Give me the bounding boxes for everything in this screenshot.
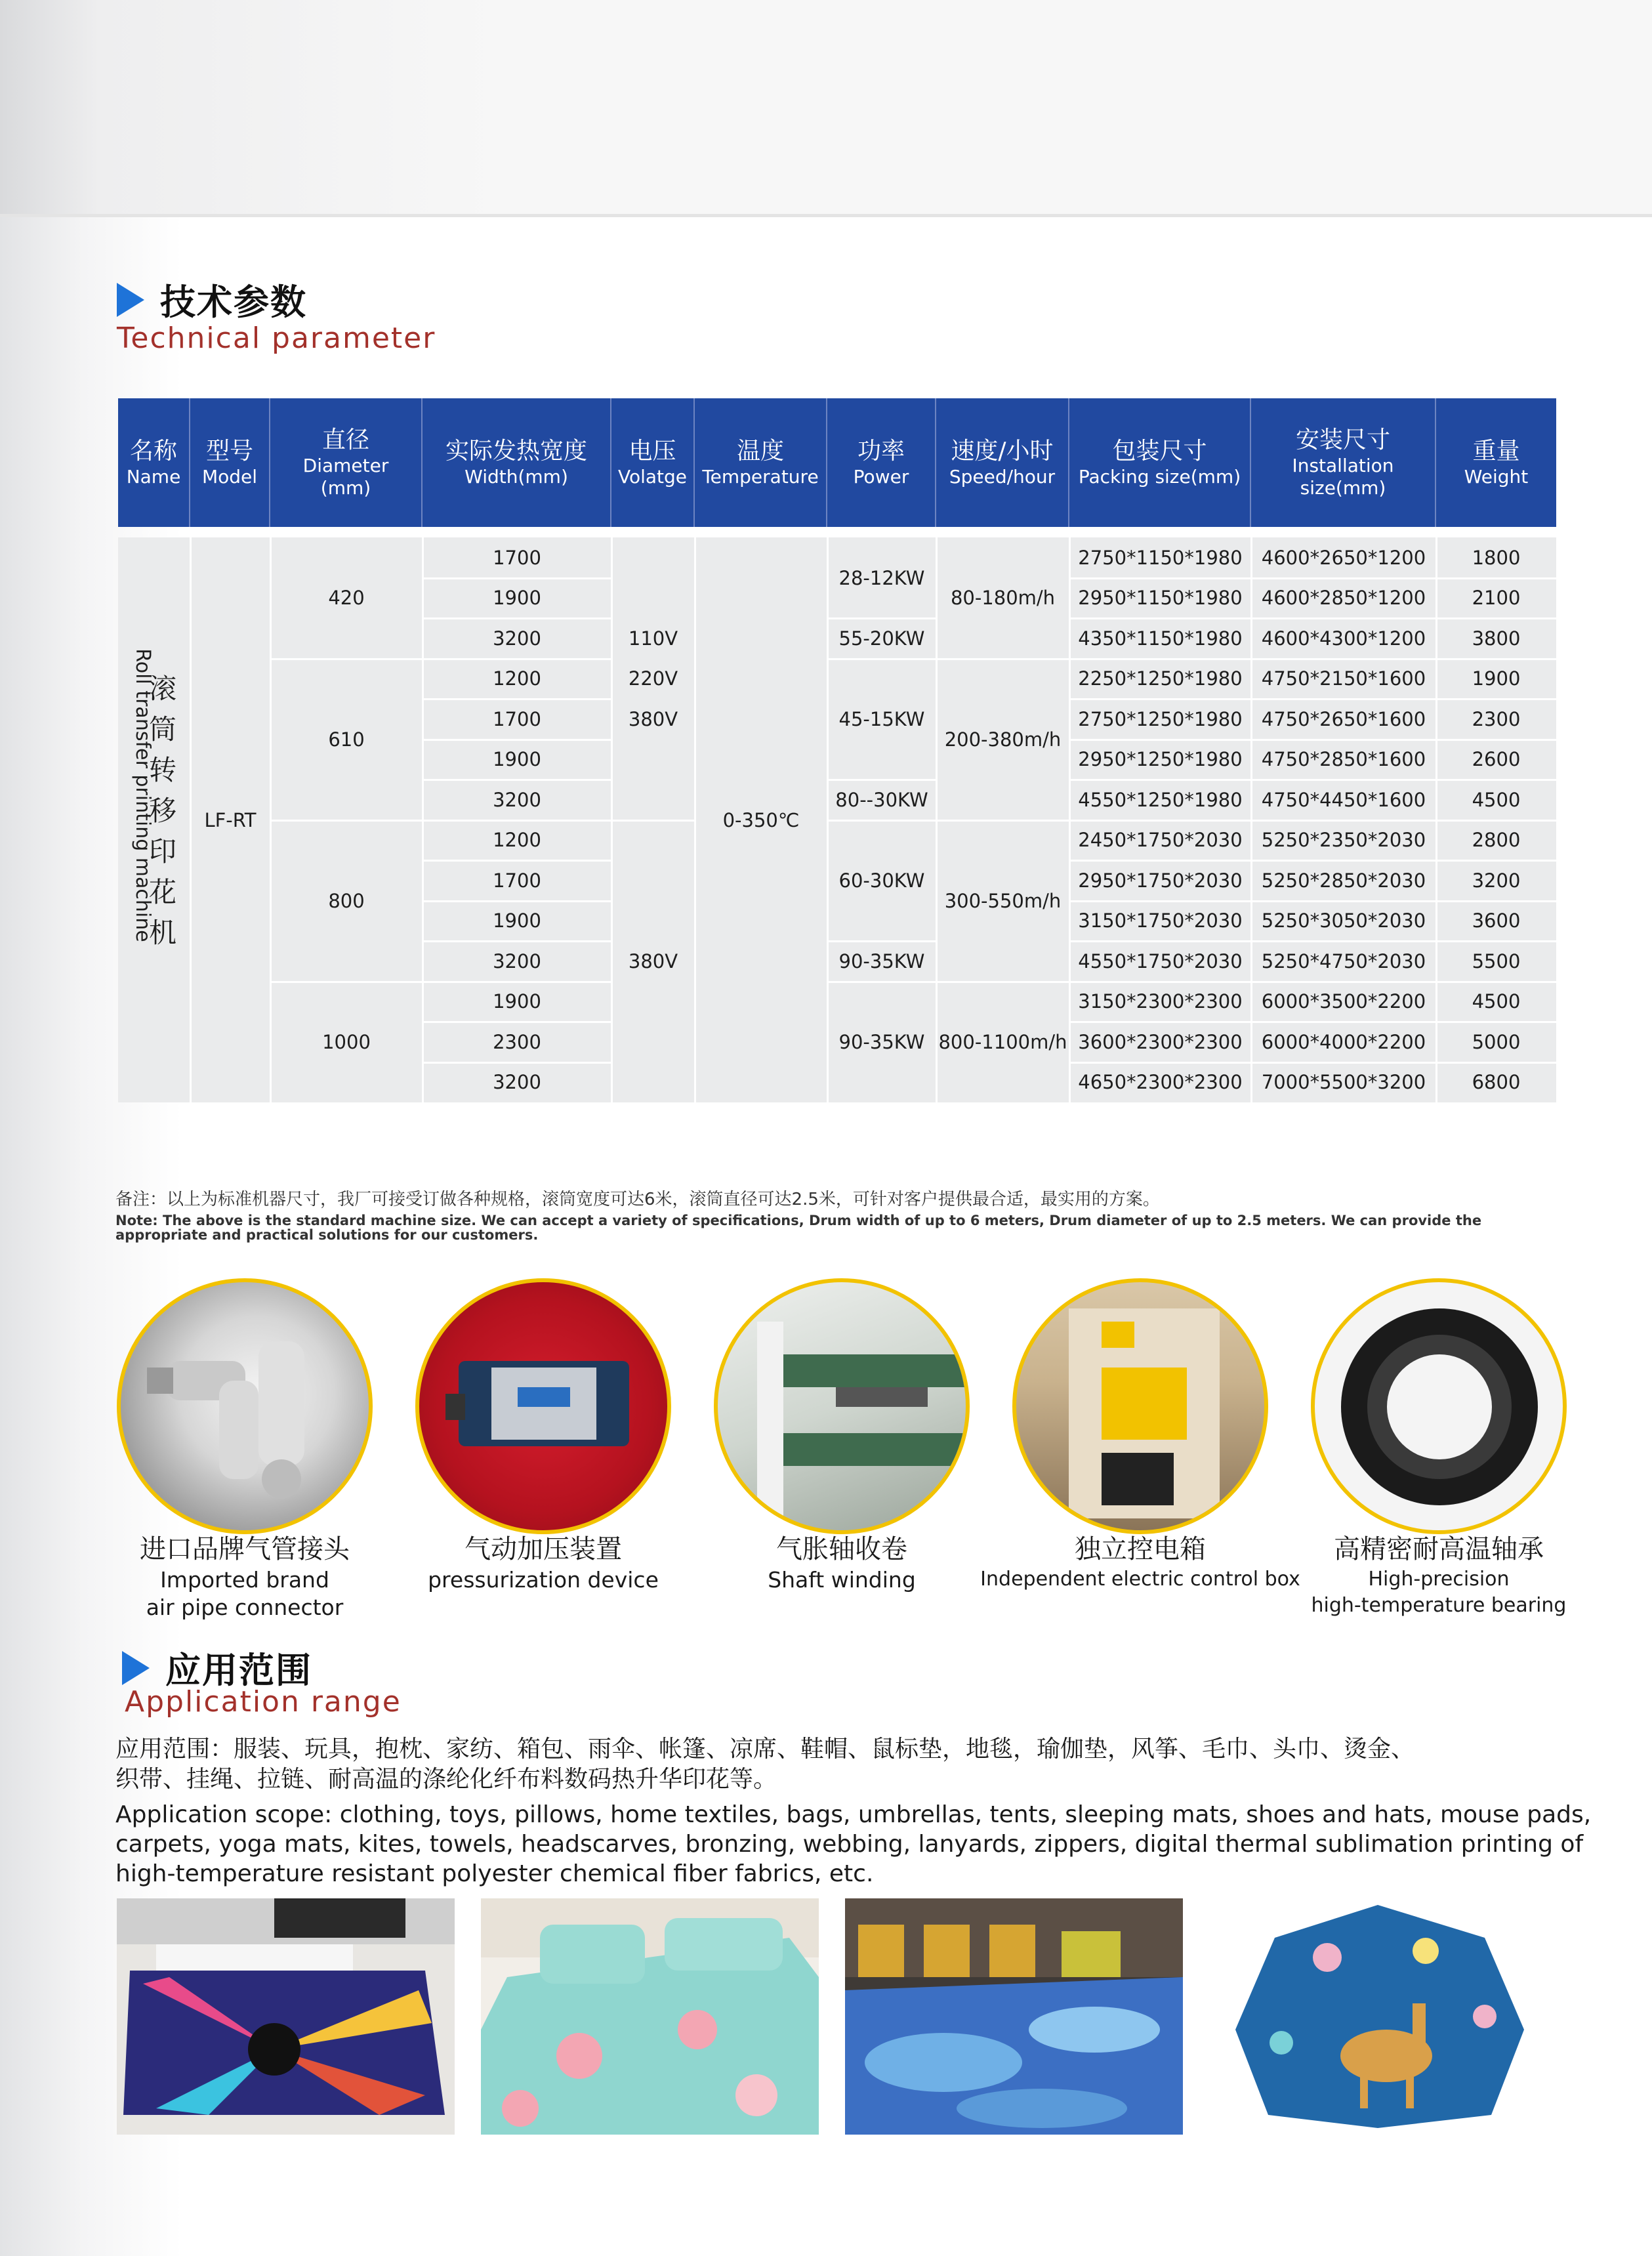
part-caption-2: 气动加压装置 pressurization device xyxy=(428,1534,659,1593)
width-value: 1700 xyxy=(493,546,541,569)
installation-size-value: 6000*4000*2200 xyxy=(1261,1030,1426,1053)
weight-value: 2300 xyxy=(1472,707,1521,730)
packing-size-value: 2950*1250*1980 xyxy=(1078,748,1243,771)
width-value: 1900 xyxy=(493,909,541,932)
application-cn-line-2: 织带、挂绳、拉链、耐高温的涤纶化纤布料数码热升华印花等。 xyxy=(115,1766,777,1793)
header-installation-size xyxy=(1251,398,1436,527)
header-label-en: Packing size(mm) xyxy=(1078,466,1241,488)
voltage-value: 380V xyxy=(628,707,678,730)
packing-size-value: 4550*1250*1980 xyxy=(1078,788,1243,811)
power-value: 55-20KW xyxy=(838,627,925,650)
diameter-value: 800 xyxy=(328,889,365,912)
carpet-image xyxy=(845,1898,1183,2135)
part-caption-3: 气胀轴收卷 Shaft winding xyxy=(768,1534,916,1593)
weight-value: 4500 xyxy=(1472,990,1521,1013)
mouse-pad-image xyxy=(117,1898,455,2135)
header-label-cn: 功率 xyxy=(857,438,905,465)
application-en-line-1: Application scope: clothing, toys, pillows, home textiles, bags, umbrellas, tents, sleeping mats, shoes and hats, mouse pads, xyxy=(115,1801,1592,1828)
header-label-cn: 电压 xyxy=(629,438,676,465)
header-label-en: Power xyxy=(853,466,909,488)
header-label-unit: (mm) xyxy=(320,477,371,499)
installation-size-value: 5250*4750*2030 xyxy=(1261,950,1426,972)
header-model xyxy=(190,398,270,527)
top-band xyxy=(0,0,1652,217)
weight-value: 3600 xyxy=(1472,909,1521,932)
packing-size-value: 3150*1750*2030 xyxy=(1078,909,1243,932)
packing-size-value: 3600*2300*2300 xyxy=(1078,1030,1243,1053)
voltage-value: 110V xyxy=(628,627,678,650)
header-label-cn: 安装尺寸 xyxy=(1295,427,1390,453)
triangle-icon xyxy=(122,1651,150,1685)
installation-size-value: 4600*2650*1200 xyxy=(1261,546,1426,569)
weight-value: 1800 xyxy=(1472,546,1521,569)
installation-size-value: 4600*4300*1200 xyxy=(1261,627,1426,650)
width-value: 1200 xyxy=(493,667,541,690)
part-photo-bearing xyxy=(1311,1278,1567,1534)
packing-size-value: 4550*1750*2030 xyxy=(1078,950,1243,972)
section2-title-cn: 应用范围 xyxy=(165,1650,312,1691)
row-divider xyxy=(611,820,695,822)
spec-table xyxy=(118,398,1556,1102)
diameter-value: 610 xyxy=(328,728,365,751)
header-label-cn: 速度/小时 xyxy=(951,438,1054,465)
width-value: 1900 xyxy=(493,990,541,1013)
header-speed xyxy=(936,398,1069,527)
umbrella-image xyxy=(1209,1898,1547,2135)
header-label-en: Temperature xyxy=(702,466,819,488)
photo-carpet xyxy=(845,1898,1183,2135)
connector-icon xyxy=(121,1282,370,1532)
width-value: 3200 xyxy=(493,1071,541,1094)
header-label-cn: 实际发热宽度 xyxy=(445,438,587,465)
machine-name-en: Roll transfer printing machine xyxy=(131,648,154,942)
packing-size-value: 2950*1750*2030 xyxy=(1078,869,1243,892)
header-label-cn: 直径 xyxy=(321,427,369,453)
control-box-icon xyxy=(1016,1282,1266,1532)
installation-size-value: 4750*4450*1600 xyxy=(1261,788,1426,811)
header-label-en: Installation size(mm) xyxy=(1292,455,1394,499)
note-cn: 备注：以上为标准机器尺寸，我厂可接受订做各种规格，滚筒宽度可达6米，滚筒直径可达2.5米，可针对客户提供最合适，最实用的方案。 xyxy=(115,1190,1160,1209)
weight-value: 2100 xyxy=(1472,587,1521,610)
width-value: 1200 xyxy=(493,829,541,852)
power-value: 80--30KW xyxy=(835,788,928,811)
application-cn-line-1: 应用范围：服装、玩具，抱枕、家纺、箱包、雨伞、帐篷、凉席、鞋帽、鼠标垫，地毯，瑜伽垫，风筝、毛巾、头巾、烫金、 xyxy=(115,1736,1415,1763)
width-value: 1900 xyxy=(493,587,541,610)
packing-size-value: 3150*2300*2300 xyxy=(1078,990,1243,1013)
speed-value: 80-180m/h xyxy=(950,587,1056,610)
bedding-image xyxy=(481,1898,819,2135)
power-value: 90-35KW xyxy=(838,1030,925,1053)
width-value: 3200 xyxy=(493,627,541,650)
header-label-en: Speed/hour xyxy=(949,466,1056,488)
header-label-cn: 包装尺寸 xyxy=(1112,438,1207,465)
header-label-cn: 名称 xyxy=(129,438,177,465)
packing-size-value: 2750*1250*1980 xyxy=(1078,707,1243,730)
installation-size-value: 4750*2150*1600 xyxy=(1261,667,1426,690)
voltage-value: 220V xyxy=(628,667,678,690)
machine-name-cn: 滚 筒 转 移 印 花 机 xyxy=(148,673,176,949)
shaft-icon xyxy=(718,1282,967,1532)
installation-size-value: 4750*2650*1600 xyxy=(1261,707,1426,730)
section2-title-en: Application range xyxy=(125,1685,402,1719)
photo-bedding xyxy=(481,1898,819,2135)
weight-value: 6800 xyxy=(1472,1071,1521,1094)
packing-size-value: 2750*1150*1980 xyxy=(1078,546,1243,569)
installation-size-value: 4750*2850*1600 xyxy=(1261,748,1426,771)
header-name xyxy=(118,398,190,527)
voltage-value: 380V xyxy=(628,950,678,972)
packing-size-value: 2450*1750*2030 xyxy=(1078,829,1243,852)
table-header xyxy=(118,398,1556,527)
weight-value: 2800 xyxy=(1472,829,1521,852)
weight-value: 5500 xyxy=(1472,950,1521,972)
header-voltage xyxy=(611,398,695,527)
cylinder-icon xyxy=(419,1282,669,1532)
width-value: 1700 xyxy=(493,707,541,730)
header-label-cn: 温度 xyxy=(736,438,784,465)
part-caption-4: 独立控电箱 Independent electric control box xyxy=(980,1534,1300,1591)
packing-size-value: 4350*1150*1980 xyxy=(1078,627,1243,650)
temperature-value: 0-350℃ xyxy=(722,808,800,831)
section-title-en: Technical parameter xyxy=(117,322,436,355)
header-temperature xyxy=(695,398,827,527)
header-weight xyxy=(1436,398,1556,527)
header-label-en: Name xyxy=(126,466,181,488)
installation-size-value: 5250*2850*2030 xyxy=(1261,869,1426,892)
bearing-icon xyxy=(1315,1282,1564,1532)
weight-value: 1900 xyxy=(1472,667,1521,690)
width-value: 1700 xyxy=(493,869,541,892)
photo-umbrella xyxy=(1209,1898,1547,2135)
part-caption-1: 进口品牌气管接头 Imported brand air pipe connector xyxy=(140,1534,350,1620)
application-en-line-2: carpets, yoga mats, kites, towels, headscarves, bronzing, webbing, lanyards, zippers, digital thermal sublimation printing of xyxy=(115,1831,1584,1858)
header-label-cn: 重量 xyxy=(1472,438,1520,465)
speed-value: 800-1100m/h xyxy=(938,1030,1067,1053)
header-power xyxy=(827,398,936,527)
diameter-value: 420 xyxy=(328,587,365,610)
power-value: 45-15KW xyxy=(838,707,925,730)
part-caption-5: 高精密耐高温轴承 High-precision high-temperature bearing xyxy=(1311,1534,1567,1617)
installation-size-value: 5250*2350*2030 xyxy=(1261,829,1426,852)
width-value: 3200 xyxy=(493,950,541,972)
installation-size-value: 7000*5500*3200 xyxy=(1261,1071,1426,1094)
note-en: Note: The above is the standard machine size. We can accept a variety of specifications, Drum width of up to 6 meters, Drum diameter of up to 2.5 meters. We can provide the appropriate and practical solutions for our customers. xyxy=(115,1213,1482,1243)
width-value: 1900 xyxy=(493,748,541,771)
power-value: 28-12KW xyxy=(838,566,925,589)
packing-size-value: 2250*1250*1980 xyxy=(1078,667,1243,690)
weight-value: 4500 xyxy=(1472,788,1521,811)
header-label-en: Model xyxy=(201,466,258,488)
application-en-line-3: high-temperature resistant polyester chemical fiber fabrics, etc. xyxy=(115,1860,874,1887)
header-label-en: Width(mm) xyxy=(465,466,568,488)
header-label-en: Diameter xyxy=(302,455,389,476)
photo-mouse-pad xyxy=(117,1898,455,2135)
part-photo-air-pipe-connector xyxy=(117,1278,373,1534)
header-label-cn: 型号 xyxy=(205,438,253,465)
weight-value: 5000 xyxy=(1472,1030,1521,1053)
power-value: 60-30KW xyxy=(838,869,925,892)
weight-value: 3200 xyxy=(1472,869,1521,892)
installation-size-value: 4600*2850*1200 xyxy=(1261,587,1426,610)
installation-size-value: 5250*3050*2030 xyxy=(1261,909,1426,932)
header-label-en: Volatge xyxy=(617,466,688,488)
header-diameter xyxy=(270,398,423,527)
header-width xyxy=(423,398,611,527)
part-photo-shaft-winding xyxy=(714,1278,970,1534)
installation-size-value: 6000*3500*2200 xyxy=(1261,990,1426,1013)
speed-value: 200-380m/h xyxy=(944,728,1062,751)
part-photo-electric-control-box xyxy=(1012,1278,1268,1534)
width-value: 2300 xyxy=(493,1030,541,1053)
packing-size-value: 2950*1150*1980 xyxy=(1078,587,1243,610)
part-photo-pressurization-device xyxy=(415,1278,671,1534)
section-technical-heading xyxy=(117,274,307,325)
weight-value: 3800 xyxy=(1472,627,1521,650)
width-value: 3200 xyxy=(493,788,541,811)
header-label-en: Weight xyxy=(1464,466,1529,488)
table-body xyxy=(118,537,1556,1102)
model-value: LF-RT xyxy=(204,808,257,831)
weight-value: 2600 xyxy=(1472,748,1521,771)
diameter-value: 1000 xyxy=(322,1030,371,1053)
header-packing-size xyxy=(1069,398,1251,527)
packing-size-value: 4650*2300*2300 xyxy=(1078,1071,1243,1094)
section-title-cn: 技术参数 xyxy=(160,282,307,323)
speed-value: 300-550m/h xyxy=(944,889,1062,912)
power-value: 90-35KW xyxy=(838,950,925,972)
triangle-icon xyxy=(117,283,144,317)
